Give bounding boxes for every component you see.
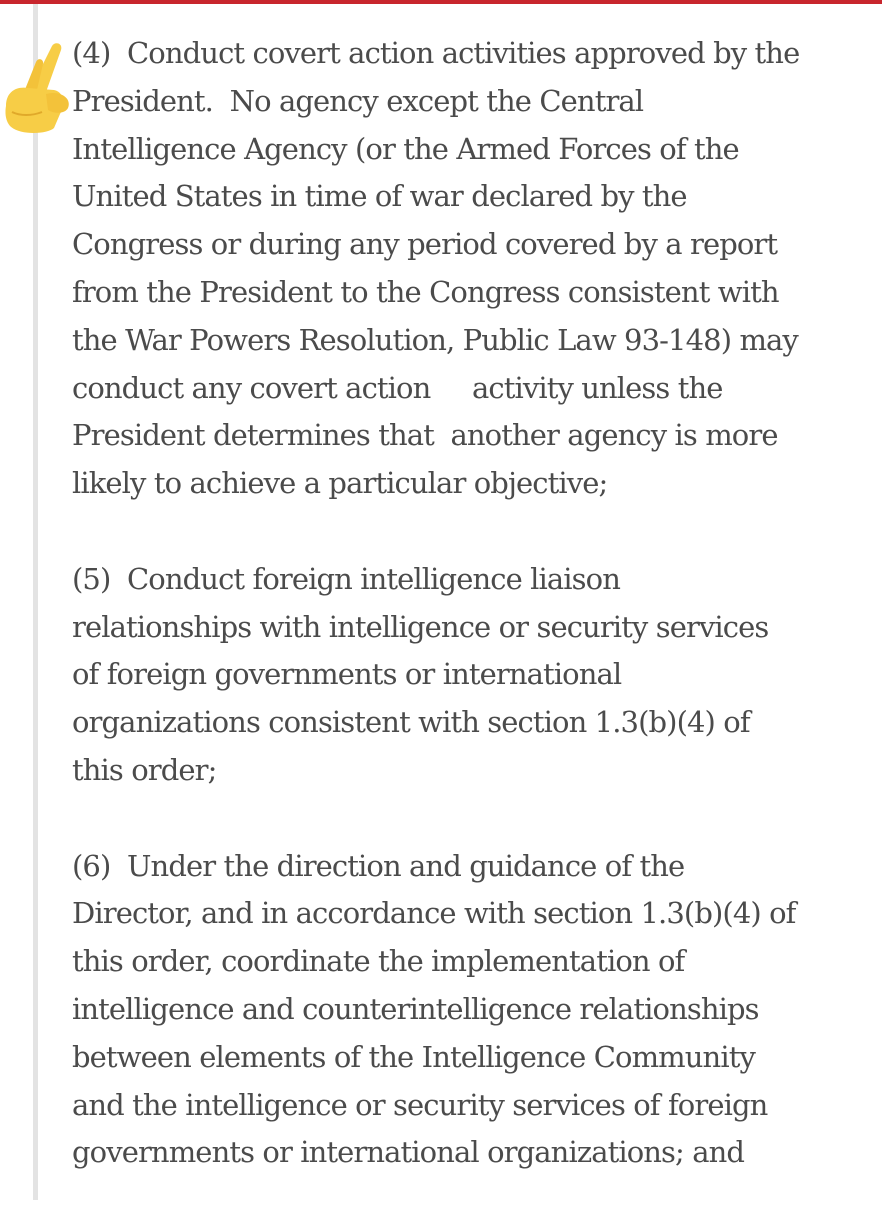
text-line: intelligence and counterintelligence relationships — [72, 991, 759, 1026]
text-line: relationships with intelligence or security services — [72, 609, 769, 644]
text-line: between elements of the Intelligence Community — [72, 1039, 755, 1074]
top-accent-bar — [0, 0, 882, 4]
text-line: from the President to the Congress consistent with — [72, 274, 779, 309]
text-line: governments or international organizations; and — [72, 1135, 745, 1170]
text-line: (5) Conduct foreign intelligence liaison — [72, 561, 620, 596]
pointing-hand-emoji-icon — [2, 42, 72, 134]
text-line: organizations consistent with section 1.3(b)(4) of — [72, 705, 750, 740]
text-line: (4) Conduct covert action activities approved by the — [72, 36, 800, 70]
text-line: this order, coordinate the implementation of — [72, 944, 685, 979]
text-line: Congress or during any period covered by a report — [72, 227, 778, 262]
text-line: President determines that another agency is more — [72, 418, 778, 453]
text-line: the War Powers Resolution, Public Law 93-148) may — [72, 322, 798, 357]
text-line: and the intelligence or security services of foreign — [72, 1087, 768, 1122]
text-line: conduct any covert action activity unless the — [72, 370, 723, 405]
paragraph-6 — [72, 843, 872, 1178]
text-line: this order; — [72, 752, 217, 787]
text-line: (6) Under the direction and guidance of the — [72, 848, 685, 883]
blockquote-rule — [33, 4, 38, 1200]
text-line: President. No agency except the Central — [72, 83, 644, 118]
text-line: likely to achieve a particular objective; — [72, 466, 608, 501]
text-line: United States in time of war declared by the — [72, 179, 687, 214]
text-line: Intelligence Agency (or the Armed Forces of the — [72, 131, 739, 166]
text-line: Director, and in accordance with section 1.3(b)(4) of — [72, 896, 796, 931]
document-body — [72, 30, 872, 1225]
paragraph-4 — [72, 30, 872, 508]
paragraph-5 — [72, 556, 872, 795]
text-line: of foreign governments or international — [72, 657, 622, 692]
